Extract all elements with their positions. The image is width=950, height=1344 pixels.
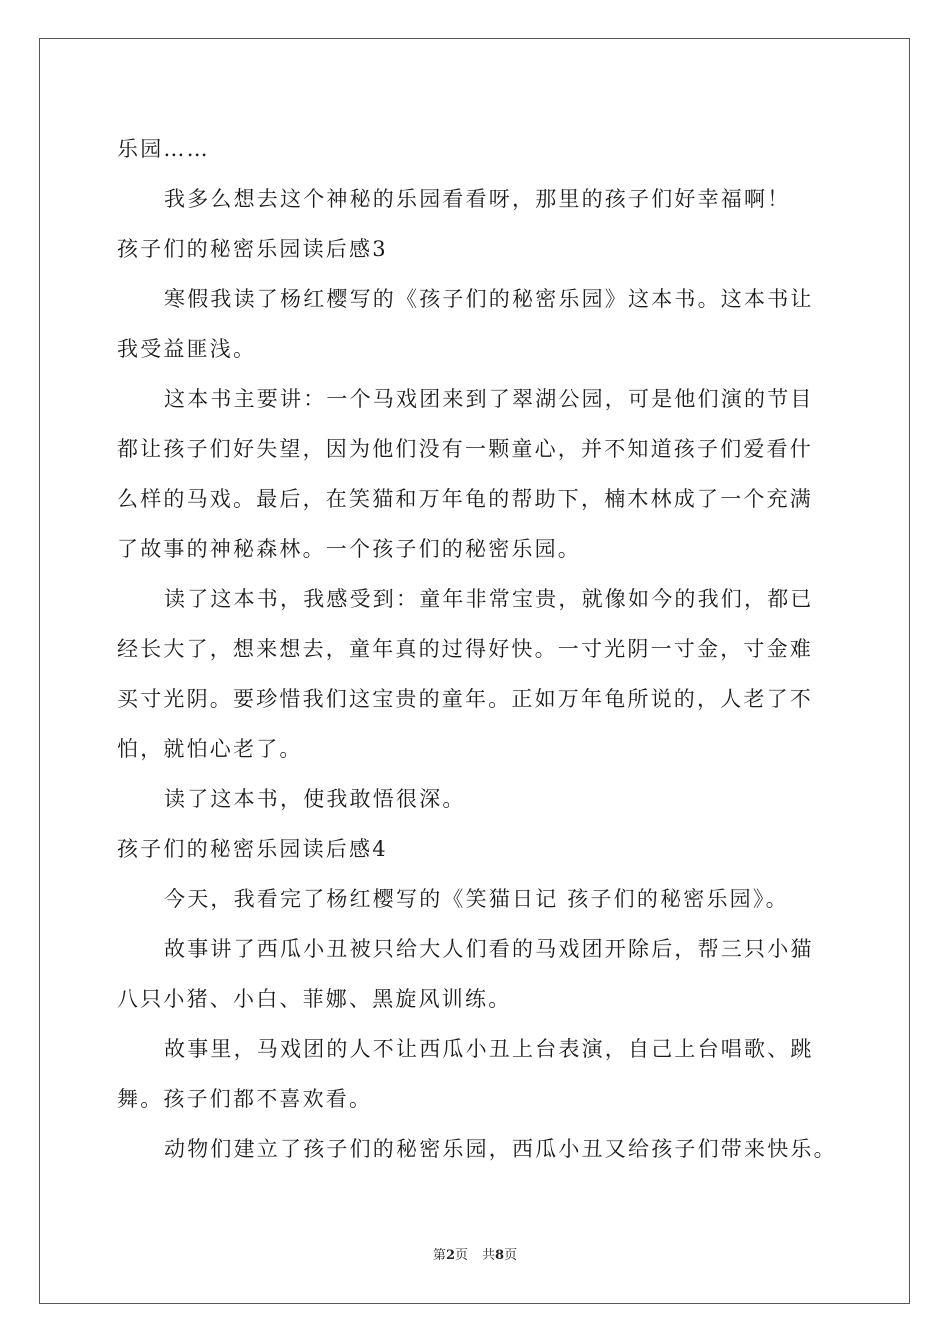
text-line: 故事讲了西瓜小丑被只给大人们看的马戏团开除后，帮三只小猫 <box>164 937 814 961</box>
text-line: 经长大了，想来想去，童年真的过得好快。一寸光阴一寸金，寸金难 <box>117 637 813 661</box>
text-line: 读了这本书，我感受到：童年非常宝贵，就像如今的我们，都已 <box>164 587 814 611</box>
text-line: 今天，我看完了杨红樱写的《笑猫日记 孩子们的秘密乐园》。 <box>164 887 789 911</box>
text-line: 八只小猪、小白、菲娜、黑旋风训练。 <box>117 987 512 1011</box>
text-line: 买寸光阴。要珍惜我们这宝贵的童年。正如万年龟所说的，人老了不 <box>117 687 813 711</box>
text-line: 舞。孩子们都不喜欢看。 <box>117 1087 373 1111</box>
text-line: 我多么想去这个神秘的乐园看看呀，那里的孩子们好幸福啊！ <box>164 187 791 211</box>
page-frame <box>39 38 910 1304</box>
text-line: 了故事的神秘森林。一个孩子们的秘密乐园。 <box>117 537 581 561</box>
page-number: 第2页 <box>432 1248 468 1263</box>
text-line: 么样的马戏。最后，在笑猫和万年龟的帮助下，楠木林成了一个充满 <box>117 487 813 511</box>
page-total: 共8页 <box>482 1248 518 1263</box>
text-line: 乐园…… <box>117 137 210 161</box>
text-line: 故事里，马戏团的人不让西瓜小丑上台表演，自己上台唱歌、跳 <box>164 1037 814 1061</box>
text-line: 动物们建立了孩子们的秘密乐园，西瓜小丑又给孩子们带来快乐。 <box>164 1137 837 1161</box>
text-line: 我受益匪浅。 <box>117 337 257 361</box>
text-line: 这本书主要讲：一个马戏团来到了翠湖公园，可是他们演的节目 <box>164 387 814 411</box>
section-heading: 孩子们的秘密乐园读后感3 <box>117 237 388 261</box>
text-line: 寒假我读了杨红樱写的《孩子们的秘密乐园》这本书。这本书让 <box>164 287 814 311</box>
text-line: 都让孩子们好失望，因为他们没有一颗童心，并不知道孩子们爱看什 <box>117 437 813 461</box>
page-footer <box>0 1248 950 1264</box>
text-line: 怕，就怕心老了。 <box>117 737 303 761</box>
section-heading: 孩子们的秘密乐园读后感4 <box>117 837 388 861</box>
text-line: 读了这本书，使我敢悟很深。 <box>164 787 466 811</box>
